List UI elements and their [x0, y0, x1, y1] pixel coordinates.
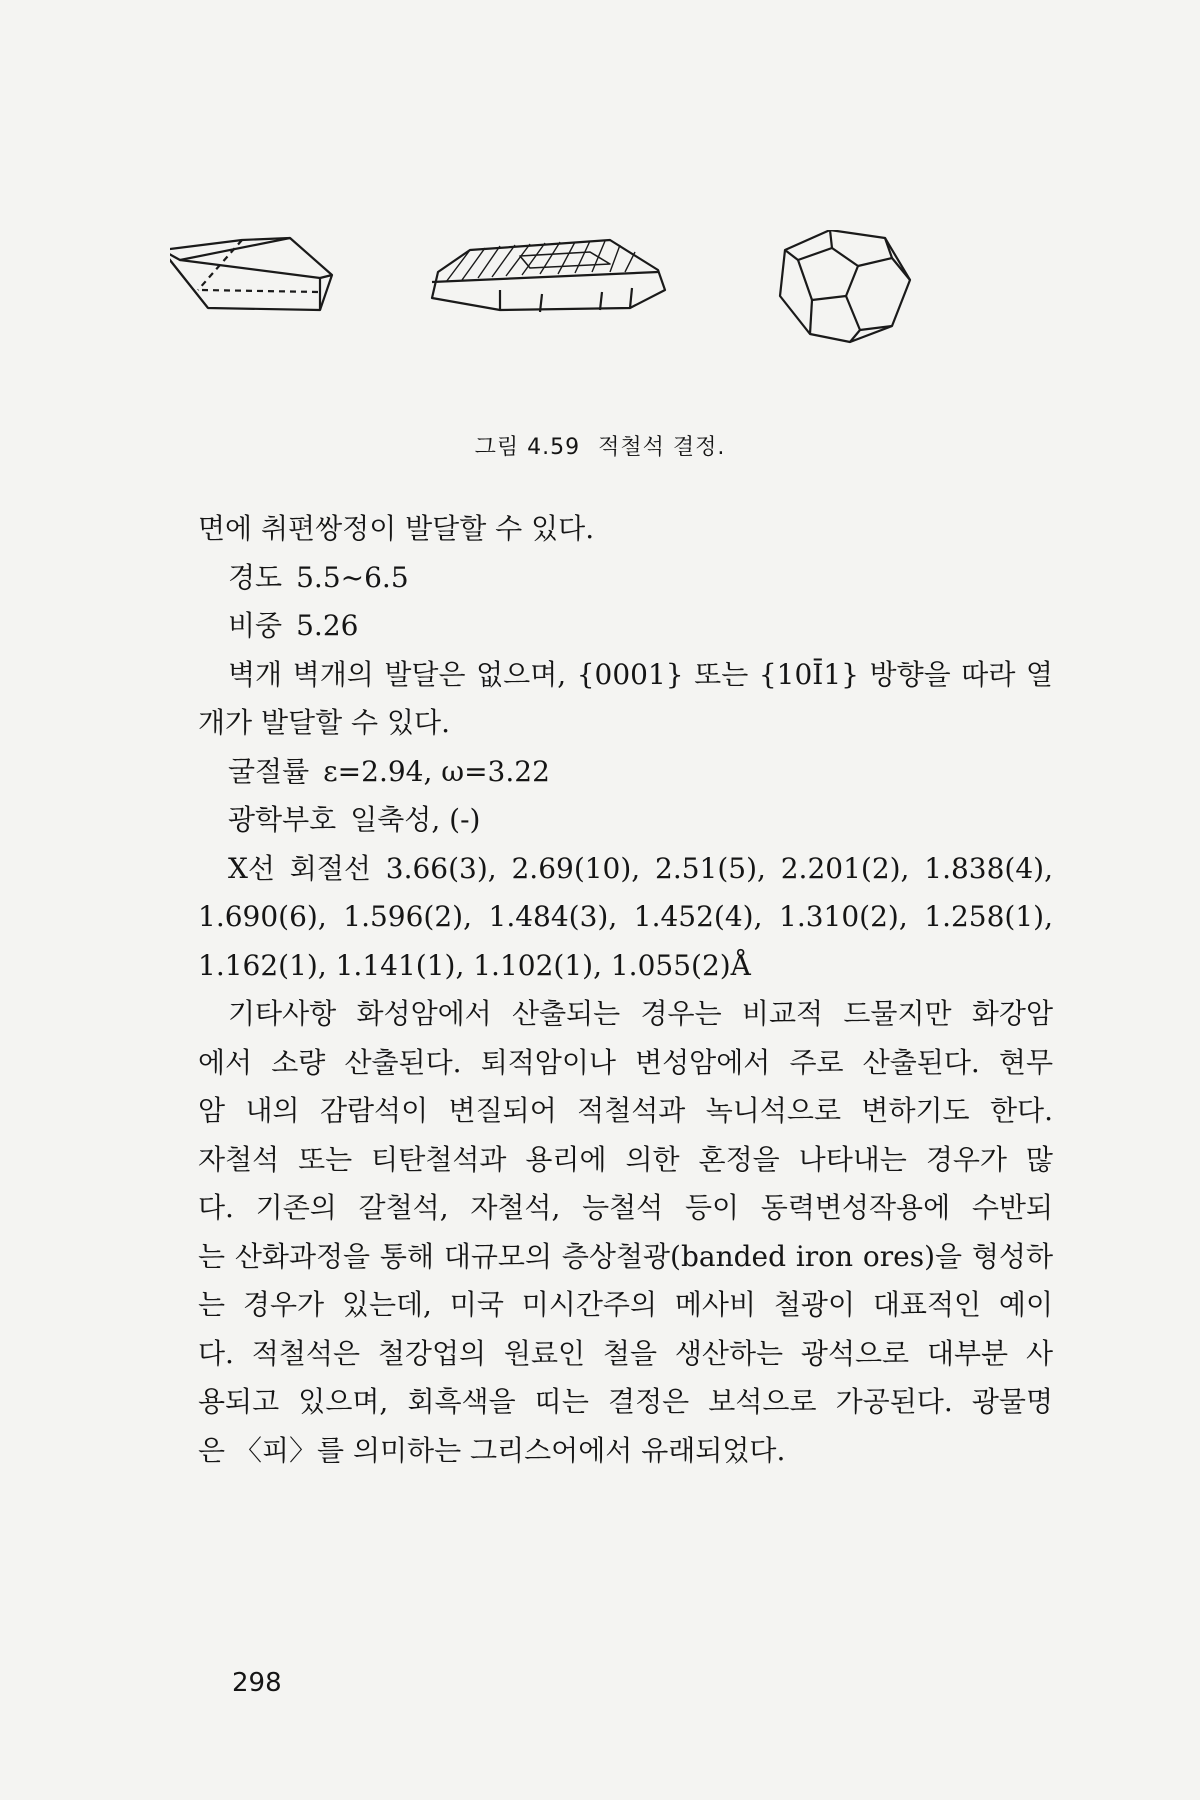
body-text [198, 505, 1053, 1475]
remarks-line-9: 용되고 있으며, 회흑색을 띠는 결정은 보석으로 가공된다. 광물명 [198, 1385, 1053, 1418]
gravity-label: 비중 [228, 609, 283, 642]
hematite-crystal-drawings [170, 230, 1070, 430]
hardness-entry [198, 554, 1053, 603]
crystal-polyhedron-right [780, 230, 910, 342]
hardness-value: 5.5~6.5 [296, 560, 409, 594]
remarks-line-8: 다. 적철석은 철강업의 원료인 철을 생산하는 광석으로 대부분 사 [198, 1336, 1053, 1370]
hardness-label: 경도 [228, 560, 283, 594]
crystal-tabular-left [170, 238, 332, 310]
xray-line-3: 1.162(1), 1.141(1), 1.102(1), 1.055(2)Å [198, 948, 751, 982]
figure-caption [0, 430, 1200, 461]
page-number: 298 [232, 1668, 282, 1698]
remarks-line-2: 에서 소량 산출된다. 퇴적암이나 변성암에서 주로 산출된다. 현무 [198, 1045, 1053, 1079]
refraction-entry [198, 748, 1053, 797]
optic-label: 광학부호 [228, 803, 337, 836]
gravity-entry [198, 602, 1053, 651]
text-line: 면에 취편쌍정이 발달할 수 있다. [198, 512, 595, 545]
remarks-line-4: 자철석 또는 티탄철석과 용리에 의한 혼정을 나타내는 경우가 많 [198, 1142, 1053, 1176]
cleavage-line-2: 개가 발달할 수 있다. [198, 706, 450, 739]
remarks-line-3: 암 내의 감람석이 변질되어 적철석과 녹니석으로 변하기도 한다. [198, 1094, 1053, 1127]
figure-number: 그림 4.59 [474, 435, 581, 460]
refraction-value: ε=2.94, ω=3.22 [323, 754, 550, 788]
gravity-value: 5.26 [296, 609, 359, 642]
crystal-striated-center [432, 240, 665, 312]
cleavage-line-1: 벽개 벽개의 발달은 없으며, {0001} 또는 {10Ī1} 방향을 따라 열 [228, 657, 1053, 691]
crystal-figure [170, 230, 1070, 430]
remarks-line-6: 는 산화과정을 통해 대규모의 층상철광(banded iron ores)을 형성하 [198, 1239, 1053, 1273]
optic-value: 일축성, (-) [350, 803, 481, 836]
xray-line-1: X선 회절선 3.66(3), 2.69(10), 2.51(5), 2.201(2), 1.838(4), [228, 851, 1053, 885]
remarks-line-7: 는 경우가 있는데, 미국 미시간주의 메사비 철광이 대표적인 예이 [198, 1288, 1053, 1321]
refraction-label: 굴절률 [228, 754, 310, 788]
remarks-line-5: 다. 기존의 갈철석, 자철석, 능철석 등이 동력변성작용에 수반되 [198, 1191, 1053, 1224]
remarks-line-10: 은 〈피〉를 의미하는 그리스어에서 유래되었다. [198, 1433, 786, 1467]
optic-entry [198, 796, 1053, 845]
figure-title: 적철석 결정. [598, 435, 726, 460]
xray-line-2: 1.690(6), 1.596(2), 1.484(3), 1.452(4), 1.310(2), 1.258(1), [198, 900, 1053, 933]
remarks-line-1: 기타사항 화성암에서 산출되는 경우는 비교적 드물지만 화강암 [228, 997, 1053, 1030]
